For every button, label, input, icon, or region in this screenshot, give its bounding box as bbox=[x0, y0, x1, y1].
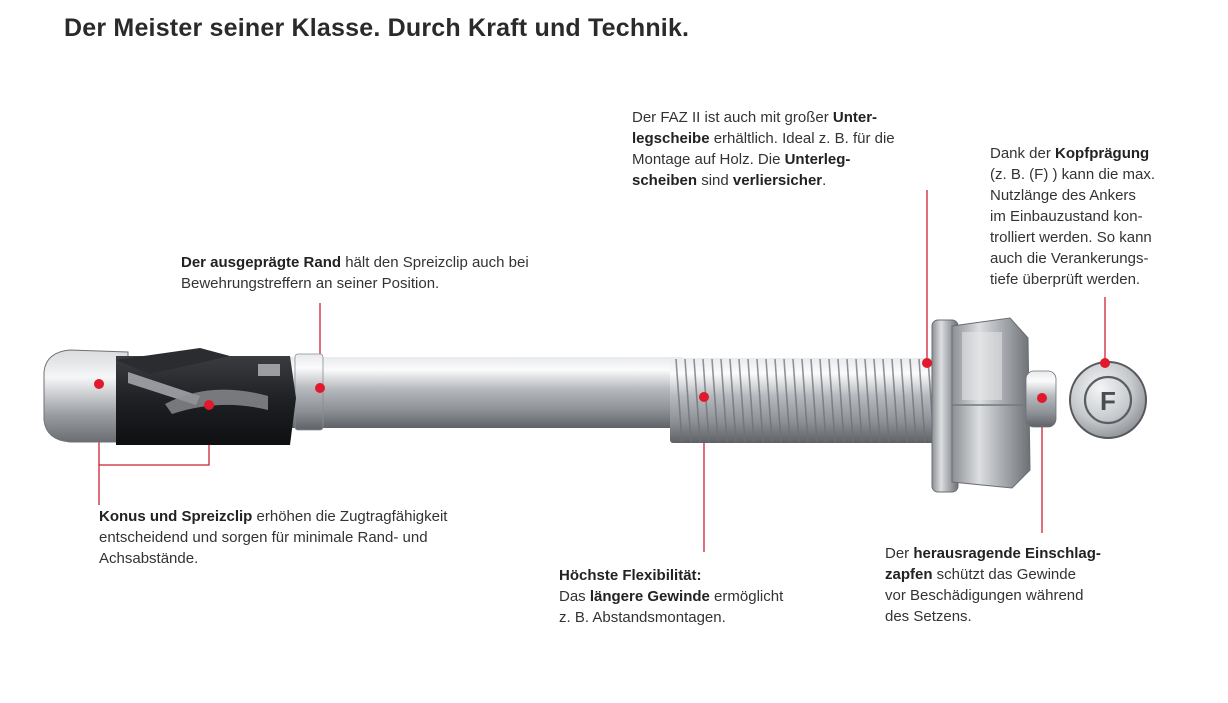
callout-konus bbox=[99, 506, 519, 569]
callout-text: ermöglicht bbox=[709, 588, 784, 605]
callout-text: auch die Verankerungs- bbox=[990, 250, 1149, 267]
cone-end bbox=[44, 350, 128, 442]
head-stamp-letter: F bbox=[1100, 386, 1116, 416]
callout-line bbox=[99, 506, 519, 527]
callout-line bbox=[990, 206, 1210, 227]
callout-text: schützt das Gewinde bbox=[932, 566, 1076, 583]
callout-line bbox=[990, 269, 1210, 290]
callout-text: . bbox=[822, 172, 827, 189]
callout-text: sind bbox=[697, 172, 733, 189]
callout-text: erhöhen die Zugtragfähigkeit bbox=[252, 508, 448, 525]
clip-reflection bbox=[258, 364, 280, 376]
callout-text: Nutzlänge des Ankers bbox=[990, 187, 1136, 204]
callout-line bbox=[990, 164, 1210, 185]
callout-bold-text: legscheibe bbox=[632, 130, 710, 147]
callout-text: z. B. Abstandsmontagen. bbox=[559, 609, 726, 626]
callout-bold-text: zapfen bbox=[885, 566, 933, 583]
callout-text: Montage auf Holz. Die bbox=[632, 151, 785, 168]
head-stamp bbox=[1070, 362, 1146, 438]
headline: Der Meister seiner Klasse. Durch Kraft und Technik. bbox=[64, 14, 690, 42]
callout-line bbox=[885, 543, 1185, 564]
callout-text: Der bbox=[885, 545, 914, 562]
callout-text: Der FAZ II ist auch mit großer bbox=[632, 109, 833, 126]
marker-stamp bbox=[1100, 358, 1110, 368]
callout-text: (z. B. (F) ) kann die max. bbox=[990, 166, 1156, 183]
callout-text: hält den Spreizclip auch bei bbox=[341, 254, 529, 271]
callout-line bbox=[181, 252, 601, 273]
bolt-shaft bbox=[285, 357, 685, 428]
callout-line bbox=[99, 527, 519, 548]
callout-line bbox=[885, 585, 1185, 606]
callout-bold-text: scheiben bbox=[632, 172, 698, 189]
callout-line bbox=[990, 185, 1210, 206]
callout-text: trolliert werden. So kann bbox=[990, 229, 1152, 246]
callout-text: tiefe überprüft werden. bbox=[990, 271, 1141, 288]
callout-text: Achsabstände. bbox=[99, 550, 199, 567]
callout-line bbox=[181, 273, 601, 294]
marker-cone bbox=[94, 379, 104, 389]
marker-clip bbox=[204, 400, 214, 410]
marker-rand bbox=[315, 383, 325, 393]
callout-text: vor Beschädigungen während bbox=[885, 587, 1084, 604]
callout-line bbox=[99, 548, 519, 569]
callout-flexibilitaet bbox=[559, 565, 859, 628]
callout-text: Das bbox=[559, 588, 590, 605]
callout-line bbox=[885, 606, 1185, 627]
callout-line bbox=[559, 586, 859, 607]
callout-line bbox=[990, 143, 1210, 164]
callout-bold-text: verliersicher bbox=[732, 172, 823, 189]
callout-text: im Einbauzustand kon- bbox=[990, 208, 1143, 225]
callout-line bbox=[632, 128, 942, 149]
callout-text: entscheidend und sorgen für minimale Rand- und bbox=[99, 529, 428, 546]
callout-line bbox=[885, 564, 1185, 585]
callout-line bbox=[559, 565, 859, 586]
callout-bold-text: Unter- bbox=[832, 109, 878, 126]
callout-line bbox=[632, 107, 942, 128]
callout-bold-text: Konus und Spreizclip bbox=[99, 508, 253, 525]
callout-text: Bewehrungstreffern an seiner Position. bbox=[181, 275, 440, 292]
callout-bold-text: Der ausgeprägte Rand bbox=[181, 254, 342, 271]
marker-thread bbox=[699, 392, 709, 402]
callout-bold-text: Höchste Flexibilität: bbox=[559, 567, 702, 584]
callout-bold-text: längere Gewinde bbox=[589, 588, 710, 605]
callout-bold-text: herausragende Einschlag- bbox=[913, 545, 1101, 562]
callout-line bbox=[990, 227, 1210, 248]
callout-text: des Setzens. bbox=[885, 608, 972, 625]
callout-unterlegscheibe bbox=[632, 107, 942, 191]
callout-line bbox=[632, 149, 942, 170]
callout-bold-text: Unterleg- bbox=[784, 151, 851, 168]
callout-line bbox=[632, 170, 942, 191]
callout-einschlagzapfen bbox=[885, 543, 1185, 627]
marker-stud bbox=[1037, 393, 1047, 403]
callout-bold-text: Kopfprägung bbox=[1055, 145, 1150, 162]
callout-rand bbox=[181, 252, 601, 294]
callout-line bbox=[559, 607, 859, 628]
marker-washer bbox=[922, 358, 932, 368]
callout-kopfpraegung bbox=[990, 143, 1210, 290]
callout-text: erhältlich. Ideal z. B. für die bbox=[709, 130, 895, 147]
callout-line bbox=[990, 248, 1210, 269]
callout-text: Dank der bbox=[990, 145, 1056, 162]
